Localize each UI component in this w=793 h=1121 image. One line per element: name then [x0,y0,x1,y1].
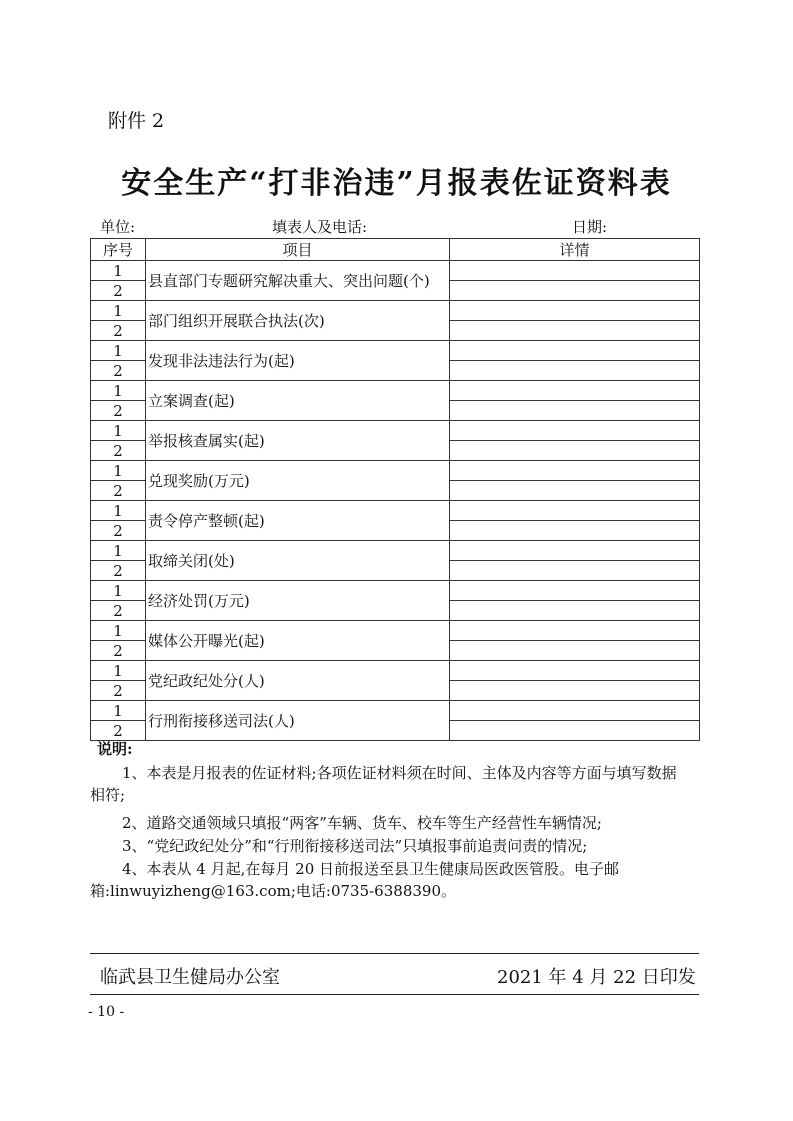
issue-date: 2021 年 4 月 22 日印发 [497,967,696,988]
row-index: 1 [91,461,146,481]
note-item: 1、本表是月报表的佐证材料;各项佐证材料须在时间、主体及内容等方面与填写数据相符; [90,764,677,804]
row-index: 1 [91,501,146,521]
row-item-label: 取缔关闭(处) [146,541,450,581]
table-row [91,661,700,681]
row-index: 1 [91,381,146,401]
row-details-cell[interactable] [450,581,700,601]
row-details-cell[interactable] [450,501,700,521]
note-item: 2、道路交通领域只填报“两客”车辆、货车、校车等生产经营性车辆情况; [122,814,602,832]
page-title: 安全生产“打非治违”月报表佐证资料表 [121,166,672,201]
row-details-cell[interactable] [450,481,700,501]
table-row [91,581,700,601]
row-details-cell[interactable] [450,701,700,721]
row-details-cell[interactable] [450,301,700,321]
row-item-label: 举报核查属实(起) [146,421,450,461]
row-index: 2 [91,601,146,621]
attachment-label: 附件 2 [108,110,165,132]
row-details-cell[interactable] [450,641,700,661]
row-index: 1 [91,421,146,441]
table-row [91,381,700,401]
table-row [91,261,700,281]
row-item-label: 部门组织开展联合执法(次) [146,301,450,341]
row-details-cell[interactable] [450,661,700,681]
row-index: 2 [91,401,146,421]
row-details-cell[interactable] [450,401,700,421]
table-row [91,341,700,361]
row-details-cell[interactable] [450,321,700,341]
row-index: 1 [91,581,146,601]
row-item-label: 立案调查(起) [146,381,450,421]
table-row [91,621,700,641]
row-details-cell[interactable] [450,281,700,301]
row-details-cell[interactable] [450,601,700,621]
row-details-cell[interactable] [450,361,700,381]
table-body [91,261,700,741]
table-row [91,301,700,321]
table-row [91,541,700,561]
row-item-label: 媒体公开曝光(起) [146,621,450,661]
page-number: - 10 - [88,1004,125,1020]
row-item-label: 责令停产整顿(起) [146,501,450,541]
row-index: 1 [91,541,146,561]
row-index: 1 [91,661,146,681]
row-details-cell[interactable] [450,621,700,641]
note-item: 4、本表从 4 月起,在每月 20 日前报送至县卫生健康局医政医管股。电子邮箱:linwuyizheng@163.com;电话:0735-6388390。 [90,860,620,900]
unit-label: 单位: [100,218,136,236]
row-index: 1 [91,701,146,721]
row-index: 2 [91,481,146,501]
row-details-cell[interactable] [450,681,700,701]
row-details-cell[interactable] [450,721,700,741]
table-row [91,461,700,481]
row-index: 2 [91,281,146,301]
row-details-cell[interactable] [450,441,700,461]
row-index: 2 [91,321,146,341]
footer-top-divider [90,953,699,954]
notes-title: 说明: [97,740,133,758]
row-index: 1 [91,301,146,321]
row-details-cell[interactable] [450,261,700,281]
footer-bottom-divider [90,994,699,995]
report-table [90,238,700,741]
row-details-cell[interactable] [450,561,700,581]
row-index: 2 [91,721,146,741]
header-index: 序号 [91,239,146,261]
issuing-office: 临武县卫生健局办公室 [100,967,280,988]
row-index: 2 [91,361,146,381]
row-details-cell[interactable] [450,521,700,541]
row-item-label: 经济处罚(万元) [146,581,450,621]
row-index: 2 [91,441,146,461]
row-details-cell[interactable] [450,461,700,481]
row-index: 1 [91,621,146,641]
table-header-row [91,239,700,261]
row-details-cell[interactable] [450,541,700,561]
row-item-label: 行刑衔接移送司法(人) [146,701,450,741]
filler-phone-label: 填表人及电话: [272,218,368,236]
row-details-cell[interactable] [450,341,700,361]
table-row [91,701,700,721]
row-details-cell[interactable] [450,421,700,441]
row-details-cell[interactable] [450,381,700,401]
row-index: 1 [91,261,146,281]
table-row [91,501,700,521]
row-item-label: 兑现奖励(万元) [146,461,450,501]
row-item-label: 县直部门专题研究解决重大、突出问题(个) [146,261,450,301]
header-item: 项目 [146,239,450,261]
row-item-label: 党纪政纪处分(人) [146,661,450,701]
header-details: 详情 [450,239,700,261]
row-index: 2 [91,561,146,581]
row-index: 2 [91,521,146,541]
note-item: 3、“党纪政纪处分”和“行刑衔接移送司法”只填报事前追责问责的情况; [122,837,588,855]
row-index: 2 [91,641,146,661]
date-label: 日期: [572,218,608,236]
row-index: 2 [91,681,146,701]
row-item-label: 发现非法违法行为(起) [146,341,450,381]
row-index: 1 [91,341,146,361]
table-row [91,421,700,441]
